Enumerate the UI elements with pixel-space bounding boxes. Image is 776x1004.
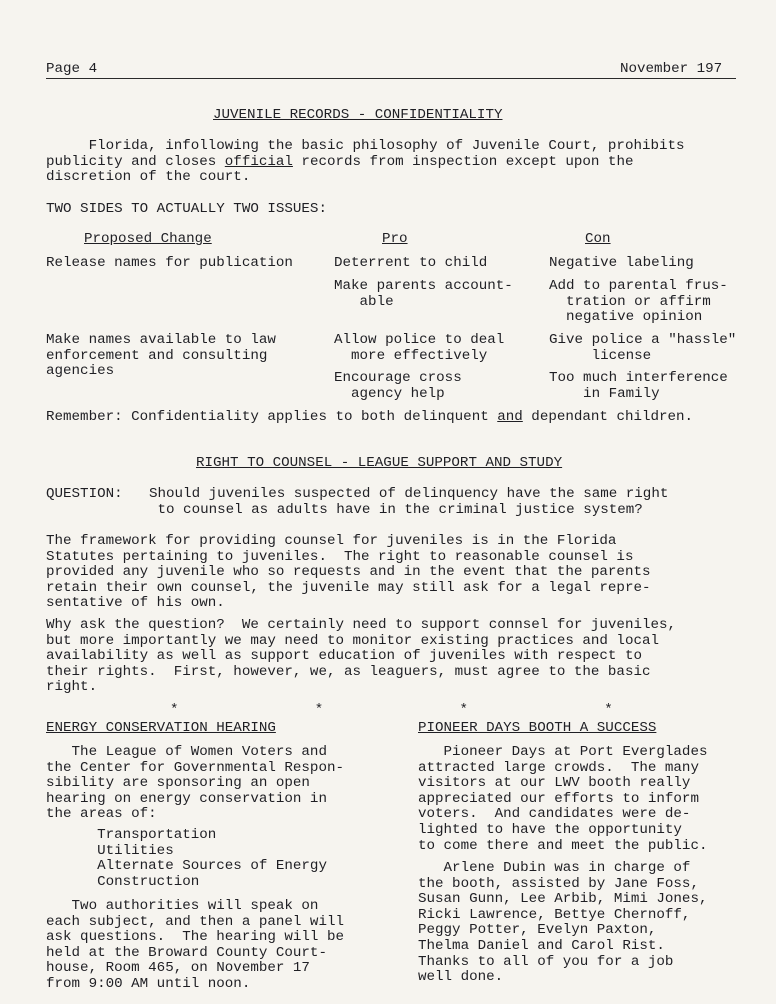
column-header-change: Proposed Change xyxy=(84,231,212,247)
column-header-con: Con xyxy=(585,231,611,247)
two-sides-heading: TWO SIDES TO ACTUALLY TWO ISSUES: xyxy=(46,201,327,217)
table-cell-pro: Make parents account- able xyxy=(334,278,513,310)
table-cell-pro: Encourage cross agency help xyxy=(334,370,462,402)
section-title-right-to-counsel: RIGHT TO COUNSEL - LEAGUE SUPPORT AND STUDY xyxy=(196,455,563,471)
section-divider-stars: * * * * xyxy=(170,702,613,718)
table-cell-con: Add to parental frus- tration or affirm negative opinion xyxy=(549,278,728,326)
remember-note: Remember: Confidentiality applies to both delinquent and dependant children. xyxy=(46,409,694,425)
energy-topics-list: Transportation Utilities Alternate Sources of Energy Construction xyxy=(97,827,327,890)
pioneer-intro-paragraph: Pioneer Days at Port Everglades attracted large crowds. The many visitors at our LWV booth really appreciated our efforts to inform voters. And candidates were de- lighted to have the opportunity to come there and meet the public. xyxy=(418,744,708,854)
energy-hearing-title: ENERGY CONSERVATION HEARING xyxy=(46,720,276,736)
header-rule xyxy=(46,78,736,79)
intro-paragraph: Florida, infollowing the basic philosophy of Juvenile Court, prohibits publicity and closes official records from inspection except upon the discretion of the court. xyxy=(46,138,685,186)
question-text: Should juveniles suspected of delinquency have the same right to counsel as adults have in the criminal justice system? xyxy=(149,486,669,518)
table-cell-pro: Allow police to deal more effectively xyxy=(334,332,505,364)
pioneer-days-title: PIONEER DAYS BOOTH A SUCCESS xyxy=(418,720,657,736)
pioneer-volunteers-paragraph: Arlene Dubin was in charge of the booth, assisted by Jane Foss, Susan Gunn, Lee Arbib, Mimi Jones, Ricki Lawrence, Bettye Chernoff, Peggy Potter, Evelyn Paxton, Thelma Daniel and Carol Rist. Thanks to all of you for a job well done. xyxy=(418,860,708,986)
table-cell-pro: Deterrent to child xyxy=(334,255,488,271)
question-label: QUESTION: xyxy=(46,486,123,502)
why-ask-paragraph: Why ask the question? We certainly need to support connsel for juveniles, but more importantly we may need to monitor existing practices and local availability as well as support education of juveniles with respect to their rights. First, however, we, as leaguers, must agree to the basic right. xyxy=(46,617,677,696)
table-cell-con: Give police a "hassle" license xyxy=(549,332,737,364)
energy-details-paragraph: Two authorities will speak on each subject, and then a panel will ask questions. The hearing will be held at the Broward County Court- house, Room 465, on November 17 from 9:00 AM until noon. xyxy=(46,898,344,992)
section-title-juvenile-records: JUVENILE RECORDS - CONFIDENTIALITY xyxy=(213,107,503,123)
table-cell-con: Too much interference in Family xyxy=(549,370,728,402)
table-cell-change: Make names available to law enforcement and consulting agencies xyxy=(46,332,276,380)
issue-date: November 197 xyxy=(620,61,723,77)
official-emphasis: official xyxy=(224,153,293,170)
table-cell-change: Release names for publication xyxy=(46,255,293,271)
table-cell-con: Negative labeling xyxy=(549,255,694,271)
column-header-pro: Pro xyxy=(382,231,408,247)
energy-intro-paragraph: The League of Women Voters and the Center for Governmental Respon- sibility are sponsoring an open hearing on energy conservation in the areas of: xyxy=(46,744,344,823)
counsel-paragraph: The framework for providing counsel for juveniles is in the Florida Statutes pertaining to juveniles. The right to reasonable counsel is provided any juvenile who so requests and in the event that the parents retain their own counsel, the juvenile may still ask for a legal repre- sentative of his own. xyxy=(46,533,651,612)
page-number: Page 4 xyxy=(46,61,98,77)
